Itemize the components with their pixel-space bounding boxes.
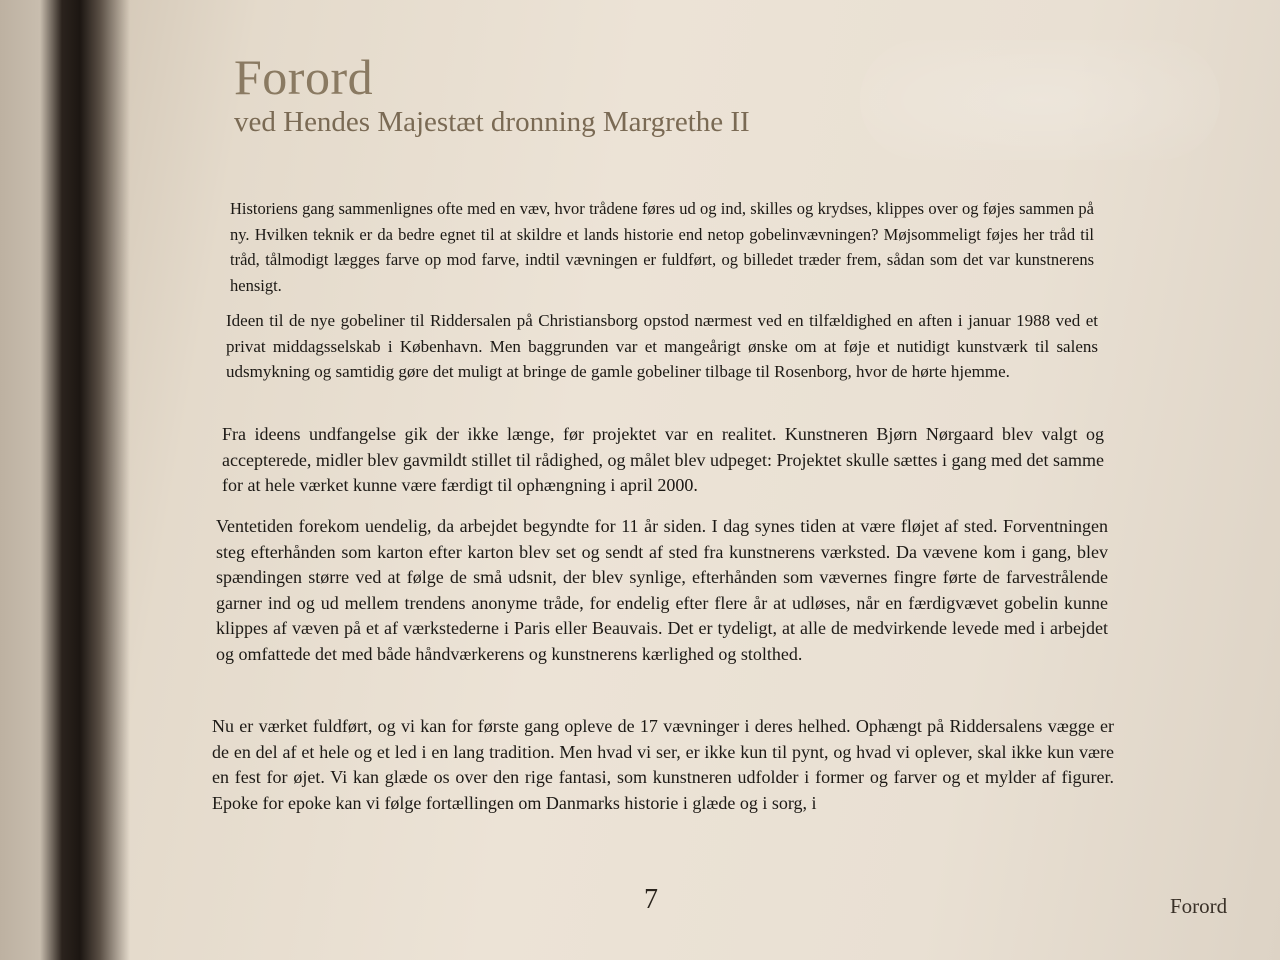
page-subtitle: ved Hendes Majestæt dronning Margrethe II xyxy=(234,106,750,138)
book-spine-shadow xyxy=(0,0,130,960)
page-title: Forord xyxy=(234,49,374,105)
running-footer-title: Forord xyxy=(1170,894,1228,918)
light-glare xyxy=(860,40,1220,160)
paragraph-4: Ventetiden forekom uendelig, da arbejdet begyndte for 11 år siden. I dag synes tiden at være fløjet af sted. Forventningen steg efterhånden som karton efter karton blev set og sendt af sted fra kunstnerens værksted. Da vævene kom i gang, blev spændingen større ved at følge de små udsnit, der blev synlige, efterhånden som vævernes fingre førte de farvestrålende garner ind og ud mellem trendens anonyme tråde, for endelig efter flere år at udløses, når en færdigvævet gobelin kunne klippes af væven på et af værkstederne i Paris eller Beauvais. Det er tydeligt, at alle de medvirkende levede med i arbejdet og omfattede det med både håndværkerens og kunstnerens kærlighed og stolthed. xyxy=(216,516,1108,664)
paragraph-5: Nu er værket fuldført, og vi kan for første gang opleve de 17 vævninger i deres helhed. Ophængt på Riddersalens vægge er de en del af et hele og et led i en lang tradition. Men hvad vi ser, er ikke kun til pynt, og hvad vi oplever, skal ikke kun være en fest for øjet. Vi kan glæde os over den rige fantasi, som kunstneren udfolder i former og farver og et mylder af figurer. Epoke for epoke kan vi følge fortællingen om Danmarks historie i glæde og i sorg, i xyxy=(212,716,1114,813)
paragraph-1: Historiens gang sammenlignes ofte med en væv, hvor trådene føres ud og ind, skilles og krydses, klippes over og føjes sammen på ny. Hvilken teknik er da bedre egnet til at skildre et lands historie end netop gobelinvævningen? Møjsommeligt føjes her tråd til tråd, tålmodigt lægges farve op mod farve, indtil vævningen er fuldført, og billedet træder frem, sådan som det var kunstnerens hensigt. xyxy=(230,199,1094,295)
page-number: 7 xyxy=(644,884,658,915)
paragraph-2: Ideen til de nye gobeliner til Riddersalen på Christiansborg opstod nærmest ved en tilfældighed en aften i januar 1988 ved et privat middagsselskab i København. Men baggrunden var et mangeårigt ønske om at føje et nutidigt kunstværk til salens udsmykning og samtidig gøre det muligt at bringe de gamle gobeliner tilbage til Rosenborg, hvor de hørte hjemme. xyxy=(226,311,1098,381)
paragraph-3: Fra ideens undfangelse gik der ikke længe, før projektet var en realitet. Kunstneren Bjørn Nørgaard blev valgt og accepterede, midler blev gavmildt stillet til rådighed, og målet blev udpeget: Projektet skulle sættes i gang med det samme for at hele værket kunne være færdigt til ophængning i april 2000. xyxy=(222,424,1104,495)
